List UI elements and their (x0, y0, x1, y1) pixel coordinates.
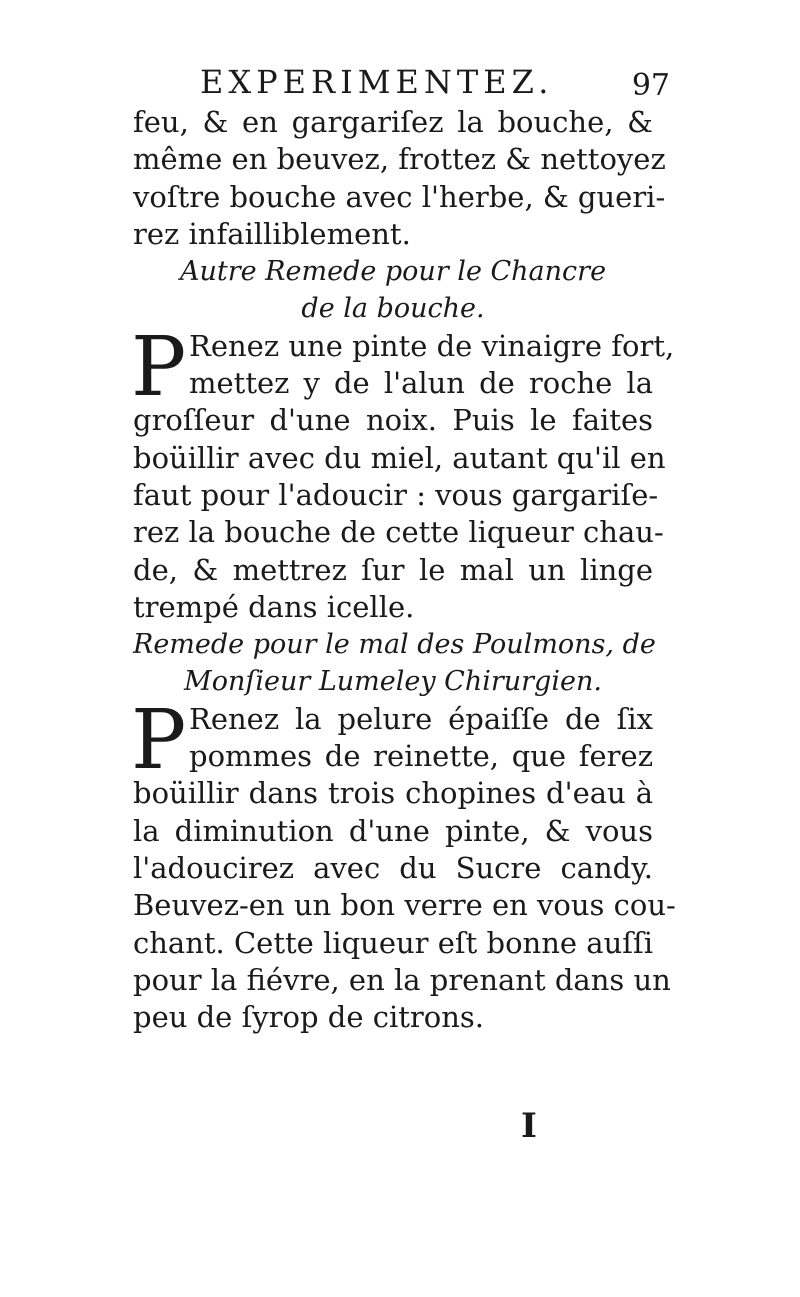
drop-cap: P (131, 692, 187, 788)
text-line: de, & mettrez ſur le mal un linge (133, 552, 653, 587)
signature-mark: I (521, 1106, 537, 1146)
text-block (131, 104, 676, 1036)
intro-paragraph (133, 104, 666, 253)
text-line: Renez une pinte de vinaigre fort, (189, 328, 675, 363)
text-line: rez la bouche de cette liqueur chau- (133, 515, 664, 550)
text-line: chant. Cette liqueur eſt bonne auſſi (133, 925, 653, 960)
heading-line: Monſieur Lumeley Chirurgien. (184, 666, 602, 698)
running-title: EXPERIMENTEZ. (200, 63, 554, 101)
text-line: groſſeur d'une noix. Puis le faites (133, 403, 653, 438)
text-line: pour la fiévre, en la prenant dans un (133, 962, 671, 997)
text-line: même en beuvez, frottez & nettoyez (133, 142, 666, 177)
text-line: mettez y de l'alun de roche la (189, 366, 653, 401)
heading-line: Autre Remede pour le Chancre (179, 256, 607, 288)
text-line: voſtre bouche avec l'herbe, & gueri- (133, 179, 666, 214)
page-header (200, 62, 670, 102)
text-line: boüillir dans trois chopines d'eau à (133, 776, 653, 811)
paragraph-chancre (131, 319, 675, 626)
text-line: l'adoucirez avec du Sucre candy. (133, 850, 653, 885)
text-line: pommes de reinette, que ferez (189, 739, 653, 774)
text-line: la diminution d'une pinte, & vous (133, 813, 653, 848)
text-line: peu de ſyrop de citrons. (133, 1000, 485, 1035)
drop-cap: P (131, 319, 187, 415)
text-line: trempé dans icelle. (133, 589, 415, 624)
paragraph-poulmons (131, 692, 676, 1037)
section-heading-poulmons (133, 626, 656, 701)
text-line: boüillir avec du miel, autant qu'il en (133, 440, 666, 475)
heading-line: de la bouche. (301, 293, 485, 325)
heading-line: Remede pour le mal des Poulmons, de (133, 629, 656, 661)
text-line: Renez la pelure épaiſſe de ſix (189, 701, 653, 736)
section-heading-chancre (133, 253, 653, 328)
text-line: rez infailliblement. (133, 216, 411, 251)
text-line: feu, & en gargariſez la bouche, & (133, 105, 653, 139)
text-line: Beuvez-en un bon verre en vous cou- (133, 888, 676, 923)
page-number: 97 (631, 68, 670, 103)
text-line: faut pour l'adoucir : vous gargariſe- (133, 477, 659, 512)
